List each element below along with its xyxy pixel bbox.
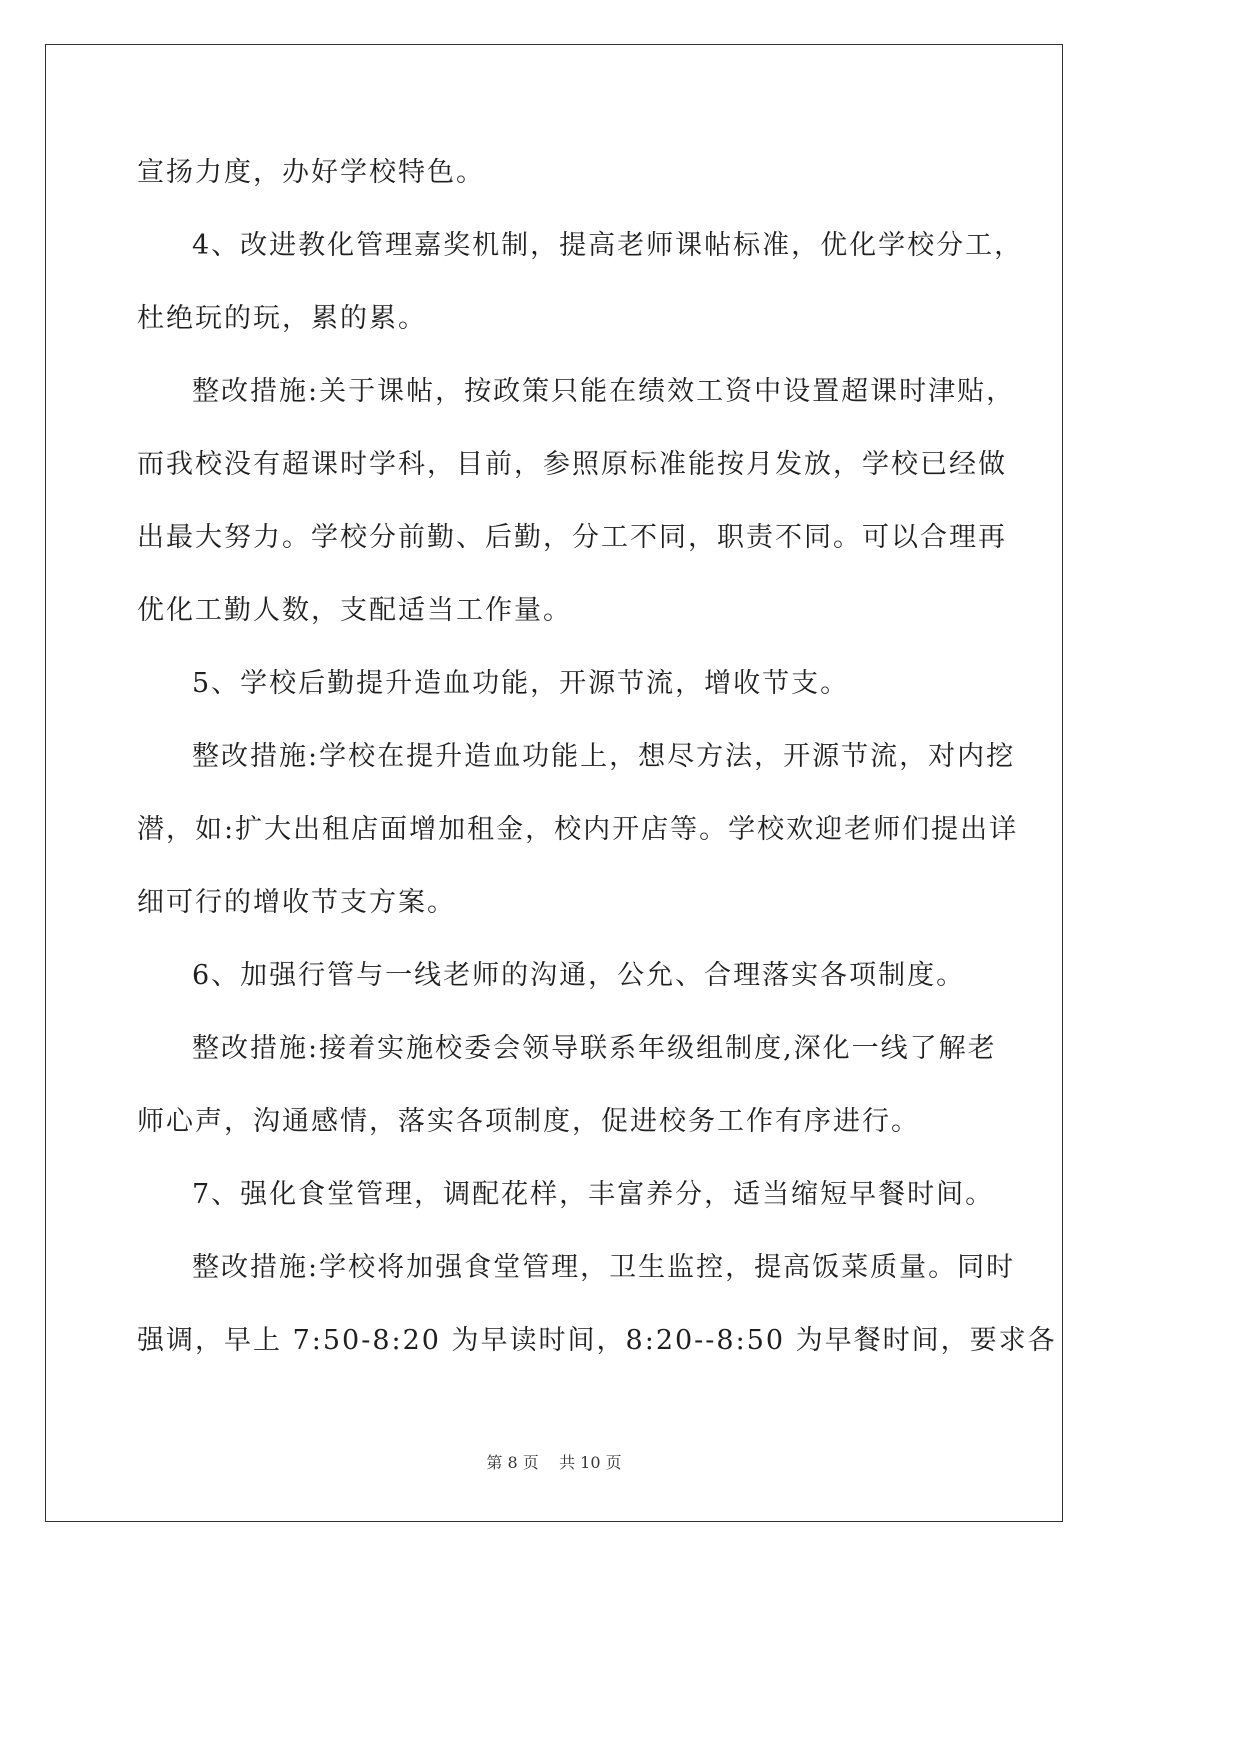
text-line: 整改措施:学校在提升造血功能上，想尽方法，开源节流，对内挖 xyxy=(192,741,1016,772)
text-line: 整改措施:关于课帖，按政策只能在绩效工资中设置超课时津贴， xyxy=(192,376,1016,407)
text-line: 强调，早上 7:50-8:20 为早读时间，8:20--8:50 为早餐时间，要求各 xyxy=(137,1325,1057,1356)
text-line: 7、强化食堂管理，调配花样，丰富养分，适当缩短早餐时间。 xyxy=(192,1179,995,1210)
text-line: 6、加强行管与一线老师的沟通，公允、合理落实各项制度。 xyxy=(192,960,966,991)
text-line: 优化工勤人数，支配适当工作量。 xyxy=(137,595,572,626)
text-line: 细可行的增收节支方案。 xyxy=(137,887,456,918)
text-line: 杜绝玩的玩，累的累。 xyxy=(137,303,427,334)
text-line: 整改措施:接着实施校委会领导联系年级组制度,深化一线了解老 xyxy=(192,1033,997,1064)
page-number-footer: 第 8 页 共 10 页 xyxy=(486,1453,622,1472)
text-line: 师心声，沟通感情，落实各项制度，促进校务工作有序进行。 xyxy=(137,1106,920,1137)
text-line: 4、改进教化管理嘉奖机制，提高老师课帖标准，优化学校分工， xyxy=(192,230,1024,261)
page-border xyxy=(45,44,1063,1522)
text-line: 出最大努力。学校分前勤、后勤，分工不同，职责不同。可以合理再 xyxy=(137,522,1007,553)
text-line: 宣扬力度，办好学校特色。 xyxy=(137,157,485,188)
text-line: 5、学校后勤提升造血功能，开源节流，增收节支。 xyxy=(192,668,850,699)
text-line: 潜，如:扩大出租店面增加租金，校内开店等。学校欢迎老师们提出详 xyxy=(137,814,1019,845)
text-line: 整改措施:学校将加强食堂管理，卫生监控，提高饭菜质量。同时 xyxy=(192,1252,1016,1283)
text-line: 而我校没有超课时学科，目前，参照原标准能按月发放，学校已经做 xyxy=(137,449,1007,480)
